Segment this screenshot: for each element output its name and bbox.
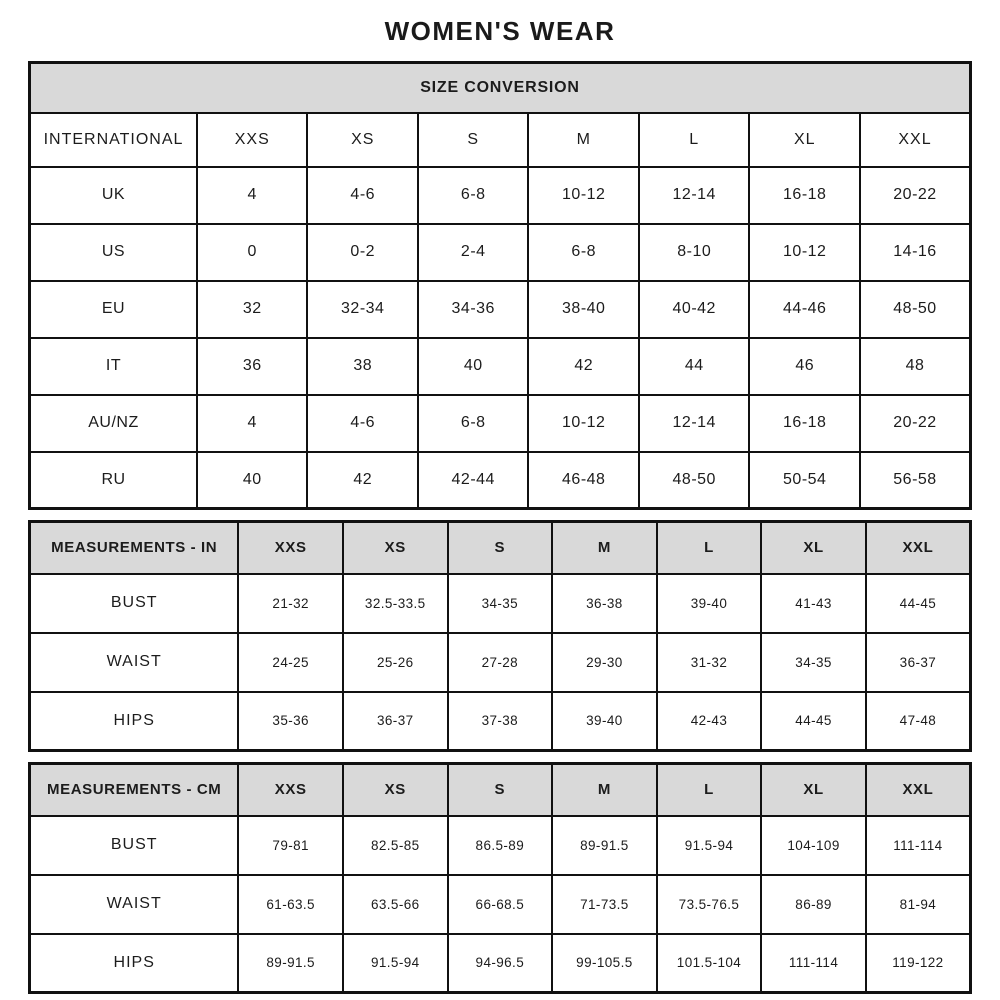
row-label: RU [30,452,197,509]
row-label: HIPS [30,692,239,751]
size-column-header: XXL [866,522,971,574]
table-cell: 12-14 [639,167,750,224]
table-cell: 36-37 [343,692,448,751]
size-column-header: XS [343,522,448,574]
table-cell: 44 [639,338,750,395]
table-cell: 34-35 [448,574,553,633]
table-cell: 14-16 [860,224,971,281]
table-row [30,574,971,633]
table-cell: 36-38 [552,574,657,633]
size-column-header: XXS [238,764,343,816]
table-cell: 34-35 [761,633,866,692]
table-row [30,692,971,751]
table-cell: 86.5-89 [448,816,553,875]
size-column-header: S [448,522,553,574]
table-cell: 48 [860,338,971,395]
row-label: EU [30,281,197,338]
table-cell: 10-12 [749,224,860,281]
table-row [30,934,971,993]
size-column-header: XXL [860,113,971,167]
table-row [30,633,971,692]
table-cell: 48-50 [639,452,750,509]
table-cell: 41-43 [761,574,866,633]
table-cell: 73.5-76.5 [657,875,762,934]
table-cell: 4 [197,167,308,224]
table-cell: 24-25 [238,633,343,692]
table-row [30,452,971,509]
table-cell: 44-45 [761,692,866,751]
table-cell: 4-6 [307,395,418,452]
table-cell: 20-22 [860,167,971,224]
size-column-header: L [657,764,762,816]
table-row [30,338,971,395]
table-cell: 6-8 [418,167,529,224]
table-row [30,395,971,452]
size-conversion-table [28,61,972,510]
table-title: MEASUREMENTS - IN [30,522,239,574]
table-row [30,281,971,338]
row-label: BUST [30,574,239,633]
table-cell: 20-22 [860,395,971,452]
size-column-header: XL [749,113,860,167]
column-header-row [30,113,971,167]
row-label: BUST [30,816,239,875]
size-column-header: XS [307,113,418,167]
table-cell: 38-40 [528,281,639,338]
table-cell: 66-68.5 [448,875,553,934]
table-cell: 32 [197,281,308,338]
size-column-header: XL [761,764,866,816]
table-cell: 4-6 [307,167,418,224]
row-label: HIPS [30,934,239,993]
column-header-label: INTERNATIONAL [30,113,197,167]
table-cell: 89-91.5 [238,934,343,993]
table-cell: 29-30 [552,633,657,692]
row-label: WAIST [30,633,239,692]
size-column-header: XXL [866,764,971,816]
table-cell: 37-38 [448,692,553,751]
table-cell: 86-89 [761,875,866,934]
table-cell: 32.5-33.5 [343,574,448,633]
size-column-header: XL [761,522,866,574]
table-cell: 40 [197,452,308,509]
table-row [30,167,971,224]
table-cell: 111-114 [761,934,866,993]
table-cell: 44-45 [866,574,971,633]
table-cell: 16-18 [749,395,860,452]
table-row [30,875,971,934]
measurements-in-table [28,520,972,752]
table-cell: 35-36 [238,692,343,751]
table-cell: 91.5-94 [657,816,762,875]
table-header-row [30,522,971,574]
table-cell: 101.5-104 [657,934,762,993]
table-cell: 8-10 [639,224,750,281]
row-label: IT [30,338,197,395]
table-cell: 32-34 [307,281,418,338]
table-title: MEASUREMENTS - CM [30,764,239,816]
table-cell: 46-48 [528,452,639,509]
table-cell: 2-4 [418,224,529,281]
table-cell: 39-40 [657,574,762,633]
size-column-header: S [418,113,529,167]
table-cell: 40-42 [639,281,750,338]
row-label: UK [30,167,197,224]
table-cell: 38 [307,338,418,395]
table-cell: 99-105.5 [552,934,657,993]
table-cell: 40 [418,338,529,395]
size-column-header: L [639,113,750,167]
table-cell: 79-81 [238,816,343,875]
table-cell: 89-91.5 [552,816,657,875]
table-cell: 27-28 [448,633,553,692]
table-cell: 61-63.5 [238,875,343,934]
page-title: WOMEN'S WEAR [384,16,616,46]
table-cell: 25-26 [343,633,448,692]
table-cell: 46 [749,338,860,395]
table-cell: 4 [197,395,308,452]
table-cell: 10-12 [528,395,639,452]
size-column-header: S [448,764,553,816]
table-row [30,816,971,875]
size-column-header: XXS [238,522,343,574]
table-title-row [30,63,971,113]
table-cell: 0-2 [307,224,418,281]
table-cell: 111-114 [866,816,971,875]
table-cell: 44-46 [749,281,860,338]
row-label: US [30,224,197,281]
size-column-header: M [552,522,657,574]
table-cell: 39-40 [552,692,657,751]
table-row [30,224,971,281]
table-cell: 81-94 [866,875,971,934]
table-cell: 0 [197,224,308,281]
table-cell: 50-54 [749,452,860,509]
table-cell: 48-50 [860,281,971,338]
size-column-header: XXS [197,113,308,167]
table-cell: 16-18 [749,167,860,224]
table-cell: 42-43 [657,692,762,751]
table-cell: 6-8 [528,224,639,281]
table-cell: 36 [197,338,308,395]
size-column-header: L [657,522,762,574]
table-cell: 91.5-94 [343,934,448,993]
measurements-cm-table [28,762,972,994]
size-column-header: M [552,764,657,816]
table-cell: 94-96.5 [448,934,553,993]
table-cell: 47-48 [866,692,971,751]
table-cell: 104-109 [761,816,866,875]
table-header-row [30,764,971,816]
table-cell: 6-8 [418,395,529,452]
table-cell: 31-32 [657,633,762,692]
row-label: AU/NZ [30,395,197,452]
table-cell: 42 [307,452,418,509]
table-cell: 36-37 [866,633,971,692]
table-cell: 63.5-66 [343,875,448,934]
table-cell: 56-58 [860,452,971,509]
table-cell: 71-73.5 [552,875,657,934]
table-cell: 82.5-85 [343,816,448,875]
table-cell: 42 [528,338,639,395]
table-cell: 12-14 [639,395,750,452]
row-label: WAIST [30,875,239,934]
table-cell: 21-32 [238,574,343,633]
table-cell: 34-36 [418,281,529,338]
size-column-header: M [528,113,639,167]
table-cell: 10-12 [528,167,639,224]
table-cell: 42-44 [418,452,529,509]
table-title: SIZE CONVERSION [30,63,971,113]
size-column-header: XS [343,764,448,816]
table-cell: 119-122 [866,934,971,993]
